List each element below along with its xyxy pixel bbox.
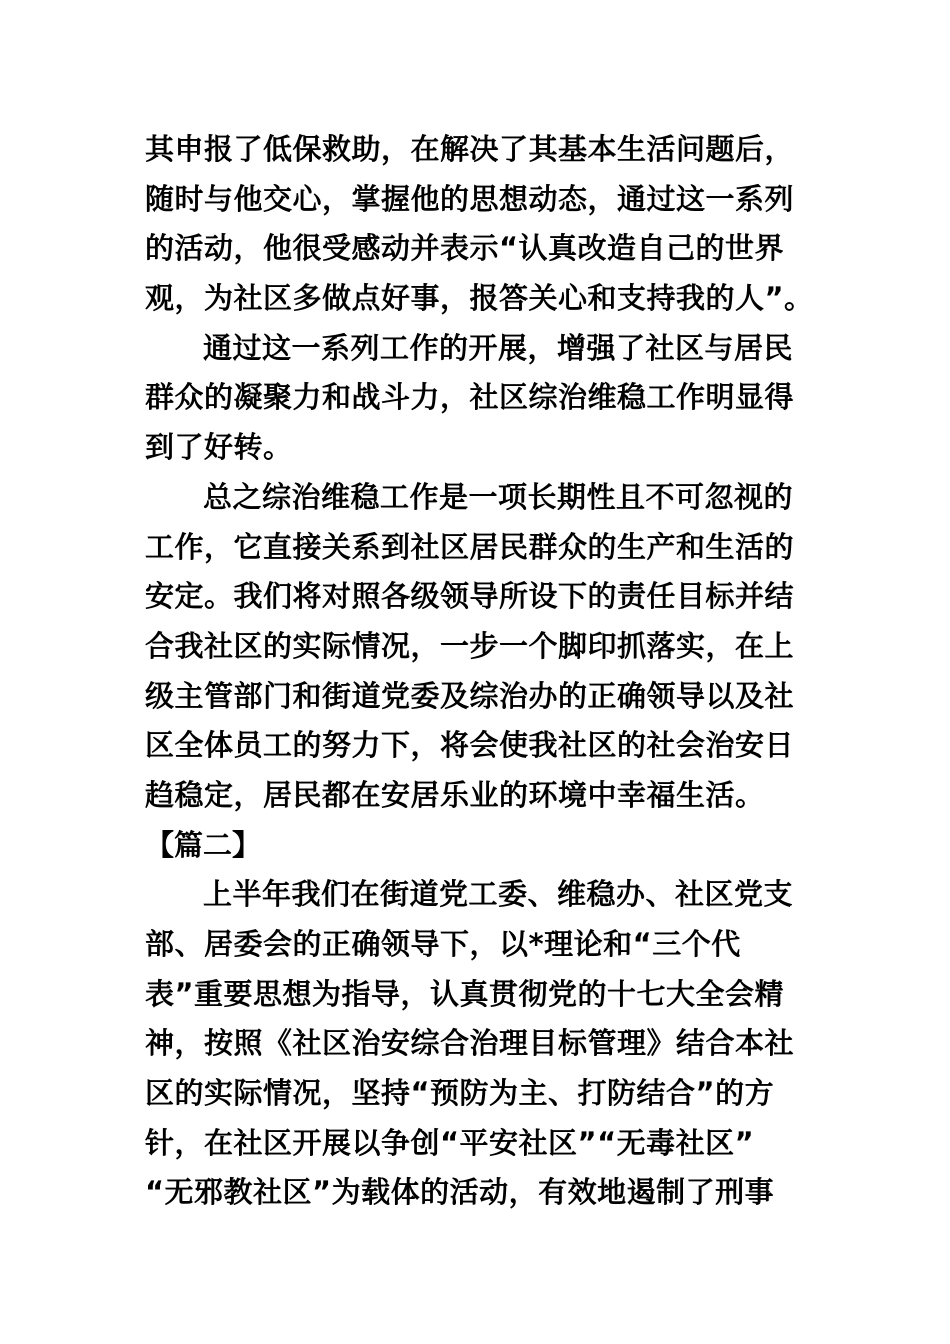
text-line: 群众的凝聚力和战斗力，社区综治维稳工作明显得: [145, 380, 795, 415]
text-line: 趋稳定，居民都在安居乐业的环境中幸福生活。: [145, 777, 765, 812]
paragraph-start-line: 上半年我们在街道党工委、维稳办、社区党支: [203, 877, 794, 912]
text-line: 部、居委会的正确领导下，以*理论和“三个代: [145, 927, 741, 961]
text-line: 表”重要思想为指导，认真贯彻党的十七大全会精: [145, 976, 785, 1011]
text-line: 随时与他交心，掌握他的思想动态，通过这一系列: [145, 181, 795, 216]
text-line: 观，为社区多做点好事，报答关心和支持我的人”。: [145, 281, 814, 316]
text-line: 的活动，他很受感动并表示“认真改造自己的世界: [145, 231, 785, 266]
section-heading: 【篇二】: [145, 827, 262, 862]
text-line: “无邪教社区”为载体的活动，有效地遏制了刑事: [145, 1175, 775, 1210]
text-line: 级主管部门和街道党委及综治办的正确领导以及社: [145, 678, 795, 713]
text-line: 工作，它直接关系到社区居民群众的生产和生活的: [145, 529, 795, 564]
document-body: [145, 125, 825, 1218]
text-line: 安定。我们将对照各级领导所设下的责任目标并结: [145, 579, 795, 614]
text-line: 区的实际情况，坚持“预防为主、打防结合”的方: [145, 1076, 775, 1111]
text-line: 针，在社区开展以争创“平安社区”“无毒社区”: [145, 1125, 755, 1160]
text-line: 其申报了低保救助，在解决了其基本生活问题后，: [145, 132, 795, 166]
paragraph-start-line: 总之综治维稳工作是一项长期性且不可忽视的: [203, 479, 794, 514]
paragraph-start-line: 通过这一系列工作的开展，增强了社区与居民: [203, 330, 794, 365]
text-line: 神，按照《社区治安综合治理目标管理》结合本社: [145, 1026, 795, 1061]
text-line: 到了好转。: [145, 430, 293, 465]
text-line: 合我社区的实际情况，一步一个脚印抓落实，在上: [145, 628, 795, 663]
text-line: 区全体员工的努力下，将会使我社区的社会治安日: [145, 728, 795, 763]
